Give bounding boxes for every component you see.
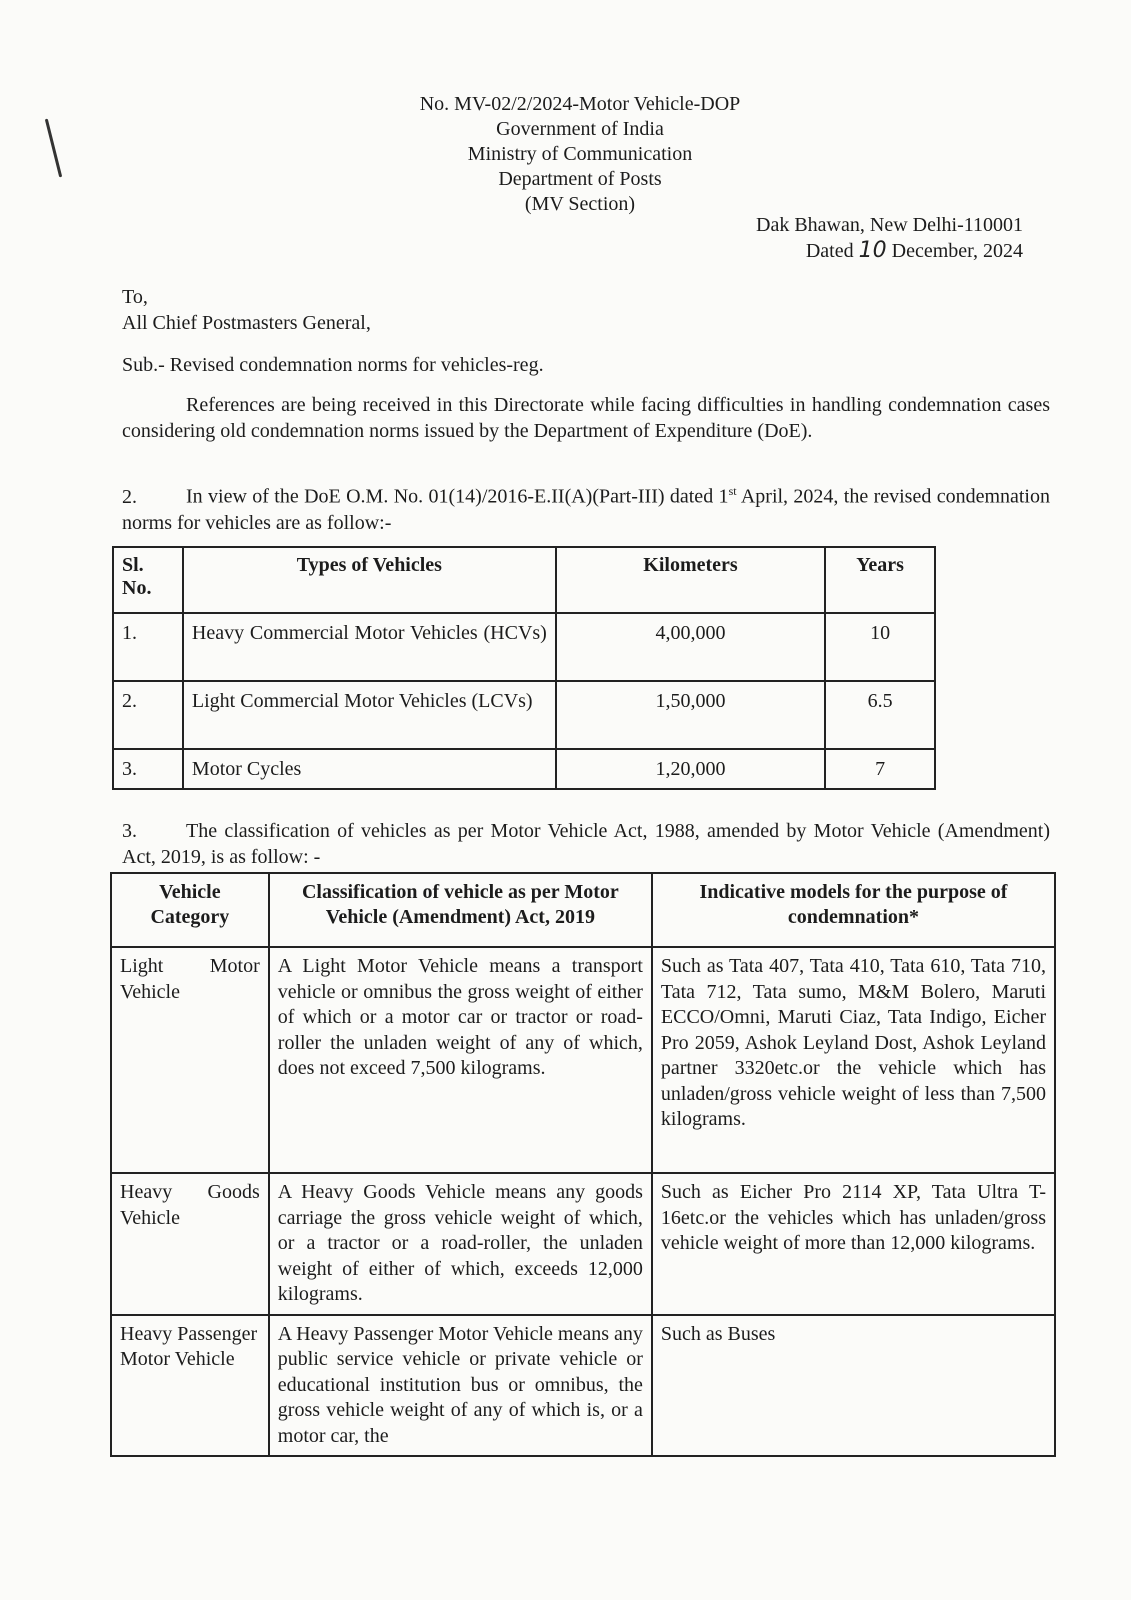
ministry-name: Ministry of Communication xyxy=(467,143,693,165)
table-header-row xyxy=(113,547,935,613)
margin-pen-mark xyxy=(45,119,62,178)
cell-type: Light Commercial Motor Vehicles (LCVs) xyxy=(183,681,556,749)
header-vehicle-category: Vehicle Category xyxy=(111,873,269,947)
para-2-superscript: st xyxy=(728,484,737,498)
cell-models: Such as Eicher Pro 2114 XP, Tata Ultra T-16etc.or the vehicles which has unladen/gross vehicle weight of more than 12,000 kilograms. xyxy=(652,1173,1055,1315)
table-row xyxy=(113,613,935,681)
cell-classification: A Heavy Goods Vehicle means any goods carriage the gross vehicle weight of which, or a tractor or a road-roller, the unladen weight of either of which, exceeds 12,000 kilograms. xyxy=(269,1173,652,1315)
section-name: (MV Section) xyxy=(524,193,636,215)
cell-km: 1,50,000 xyxy=(556,681,825,749)
cell-sl: 3. xyxy=(113,749,183,789)
handwritten-date: 10 xyxy=(858,238,887,263)
table-row xyxy=(113,681,935,749)
para-2-text-a: In view of the DoE O.M. No. 01(14)/2016-E.II(A)(Part-III) dated 1 xyxy=(186,485,729,508)
header-classification: Classification of vehicle as per Motor Vehicle (Amendment) Act, 2019 xyxy=(269,873,652,947)
paragraph-3 xyxy=(122,818,1050,870)
vehicle-classification-table xyxy=(110,872,1056,1457)
cell-category: Light Motor Vehicle xyxy=(111,947,269,1173)
condemnation-norms-table xyxy=(112,546,936,790)
department-name: Department of Posts xyxy=(498,168,662,190)
table-row xyxy=(113,749,935,789)
letter-header xyxy=(300,92,860,217)
cell-sl: 2. xyxy=(113,681,183,749)
cell-models: Such as Tata 407, Tata 410, Tata 610, Tata 710, Tata 712, Tata sumo, M&M Bolero, Maruti ECCO/Omni, Maruti Ciaz, Tata Indigo, Eicher Pro 2059, Ashok Leyland Dost, Ashok Leyland partner 3320etc.or the vehicle which has unladen/gross vehicle weight of less than 7,500 kilograms. xyxy=(652,947,1055,1173)
para-2-number: 2. xyxy=(122,485,137,508)
para-2-text-b: April, 2024, the revised condemnation norms for vehicles are as follow:- xyxy=(122,485,1050,534)
dated-prefix: Dated xyxy=(805,240,854,262)
recipient-block xyxy=(122,284,371,336)
header-kilometers: Kilometers xyxy=(556,547,825,613)
cell-models: Such as Buses xyxy=(652,1315,1055,1457)
cell-category: Heavy Passenger Motor Vehicle xyxy=(111,1315,269,1457)
cell-km: 4,00,000 xyxy=(556,613,825,681)
table-header-row xyxy=(111,873,1055,947)
header-vehicle-types: Types of Vehicles xyxy=(183,547,556,613)
subject-line: Sub.- Revised condemnation norms for vehicles-reg. xyxy=(122,354,544,376)
cell-classification: A Light Motor Vehicle means a transport vehicle or omnibus the gross weight of either of which or a motor car or tractor or road-roller the unladen weight of any of which, does not exceed 7,500 kilograms. xyxy=(269,947,652,1173)
file-number: No. MV-02/2/2024-Motor Vehicle-DOP xyxy=(419,93,741,115)
cell-type: Heavy Commercial Motor Vehicles (HCVs) xyxy=(183,613,556,681)
to-label: To, xyxy=(122,286,148,308)
cell-category: Heavy Goods Vehicle xyxy=(111,1173,269,1315)
header-sl-no: Sl. No. xyxy=(113,547,183,613)
office-address: Dak Bhawan, New Delhi-110001 xyxy=(756,214,1023,236)
cell-classification: A Heavy Passenger Motor Vehicle means any public service vehicle or private vehicle or educational institution bus or omnibus, the gross vehicle weight of any of which is, or a motor car, the xyxy=(269,1315,652,1457)
cell-type: Motor Cycles xyxy=(183,749,556,789)
para-3-number: 3. xyxy=(122,820,137,842)
recipient-name: All Chief Postmasters General, xyxy=(122,312,371,334)
cell-years: 6.5 xyxy=(825,681,935,749)
address-block xyxy=(756,212,1023,264)
paragraph-1: References are being received in this Directorate while facing difficulties in handling condemnation cases considering old condemnation norms issued by the Department of Expenditure (DoE). xyxy=(122,394,1050,442)
date-line xyxy=(756,238,1023,264)
cell-km: 1,20,000 xyxy=(556,749,825,789)
header-years: Years xyxy=(825,547,935,613)
table-row xyxy=(111,947,1055,1173)
cell-years: 7 xyxy=(825,749,935,789)
para-3-text: The classification of vehicles as per Motor Vehicle Act, 1988, amended by Motor Vehicle (Amendment) Act, 2019, is as follow: - xyxy=(122,820,1050,868)
govt-name: Government of India xyxy=(496,118,664,140)
header-indicative-models: Indicative models for the purpose of condemnation* xyxy=(652,873,1055,947)
paragraph-2 xyxy=(122,478,1050,536)
dated-suffix: December, 2024 xyxy=(891,240,1023,262)
table-row xyxy=(111,1173,1055,1315)
cell-years: 10 xyxy=(825,613,935,681)
cell-sl: 1. xyxy=(113,613,183,681)
table-row xyxy=(111,1315,1055,1457)
